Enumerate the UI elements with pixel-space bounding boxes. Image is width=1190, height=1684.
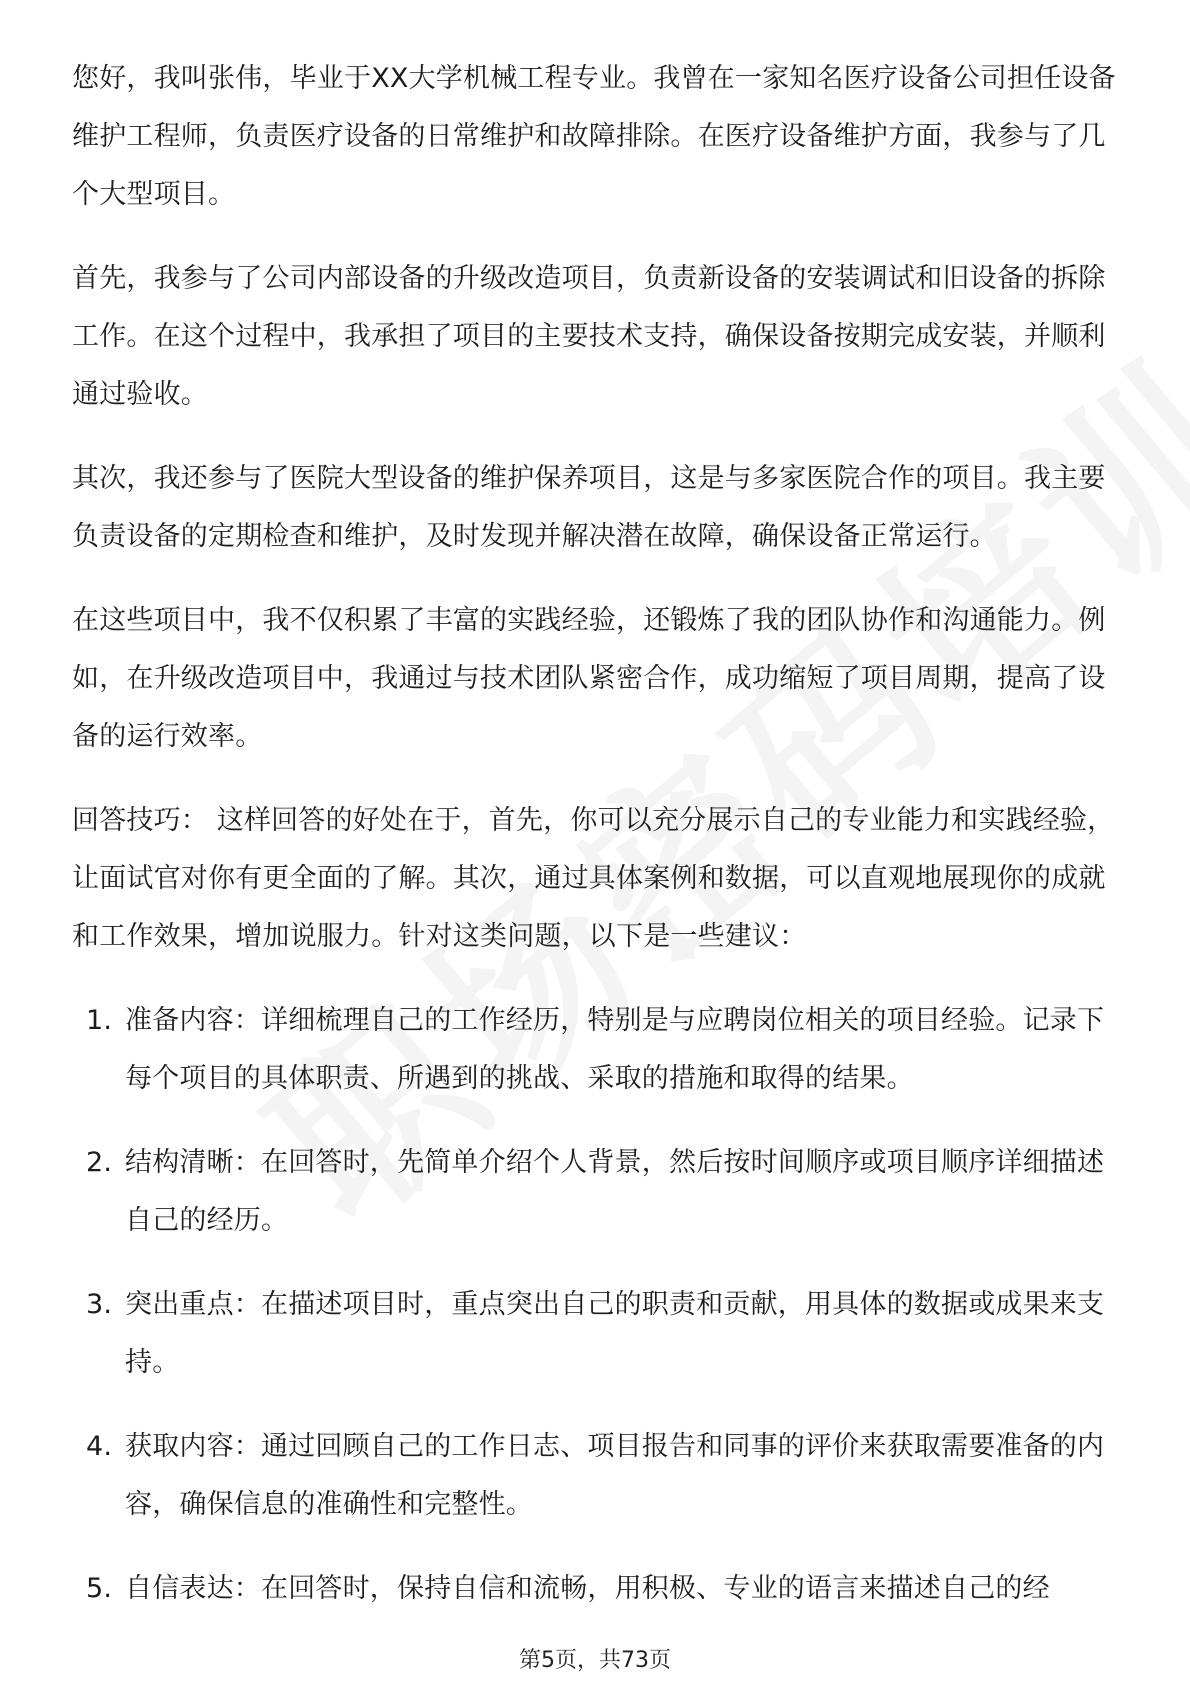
answer-tips-paragraph: 回答技巧： 这样回答的好处在于，首先，你可以充分展示自己的专业能力和实践经验，让面试官对你有更全面的了解。其次，通过具体案例和数据，可以直观地展现你的成就和工作效果，增加说服力。针对这类问题，以下是一些建议： [72, 805, 1115, 952]
tips-list [72, 992, 1122, 1618]
first-project-paragraph: 首先，我参与了公司内部设备的升级改造项目，负责新设备的安装调试和旧设备的拆除工作。在这个过程中，我承担了项目的主要技术支持，确保设备按期完成安装，并顺利通过验收。 [72, 263, 1106, 410]
list-item-text: 自信表达：在回答时，保持自信和流畅，用积极、专业的语言来描述自己的经 [125, 1573, 1050, 1604]
list-item-text: 突出重点：在描述项目时，重点突出自己的职责和贡献，用具体的数据或成果来支持。 [125, 1289, 1105, 1378]
list-item [72, 992, 1122, 1108]
intro-paragraph: 您好，我叫张伟，毕业于XX大学机械工程专业。我曾在一家知名医疗设备公司担任设备维护工程师，负责医疗设备的日常维护和故障排除。在医疗设备维护方面，我参与了几个大型项目。 [72, 63, 1116, 210]
list-item-text: 准备内容：详细梳理自己的工作经历，特别是与应聘岗位相关的项目经验。记录下每个项目的具体职责、所遇到的挑战、采取的措施和取得的结果。 [125, 1005, 1105, 1094]
list-item-text: 获取内容：通过回顾自己的工作日志、项目报告和同事的评价来获取需要准备的内容，确保信息的准确性和完整性。 [125, 1431, 1105, 1520]
list-item-number: 5. [86, 1573, 113, 1604]
list-item-text: 结构清晰：在回答时，先简单介绍个人背景，然后按时间顺序或项目顺序详细描述自己的经历。 [125, 1147, 1105, 1236]
list-item-number: 2. [86, 1147, 113, 1178]
experience-paragraph: 在这些项目中，我不仅积累了丰富的实践经验，还锻炼了我的团队协作和沟通能力。例如，在升级改造项目中，我通过与技术团队紧密合作，成功缩短了项目周期，提高了设备的运行效率。 [72, 605, 1106, 752]
document-body [72, 50, 1122, 1644]
list-item [72, 1134, 1122, 1250]
list-item-number: 4. [86, 1431, 113, 1462]
page-number-footer: 第5页，共73页 [519, 1648, 671, 1673]
list-item-number: 1. [86, 1005, 113, 1036]
list-item [72, 1276, 1122, 1392]
list-item-number: 3. [86, 1289, 113, 1320]
list-item [72, 1560, 1122, 1618]
list-item [72, 1418, 1122, 1534]
second-project-paragraph: 其次，我还参与了医院大型设备的维护保养项目，这是与多家医院合作的项目。我主要负责设备的定期检查和维护，及时发现并解决潜在故障，确保设备正常运行。 [72, 463, 1106, 552]
